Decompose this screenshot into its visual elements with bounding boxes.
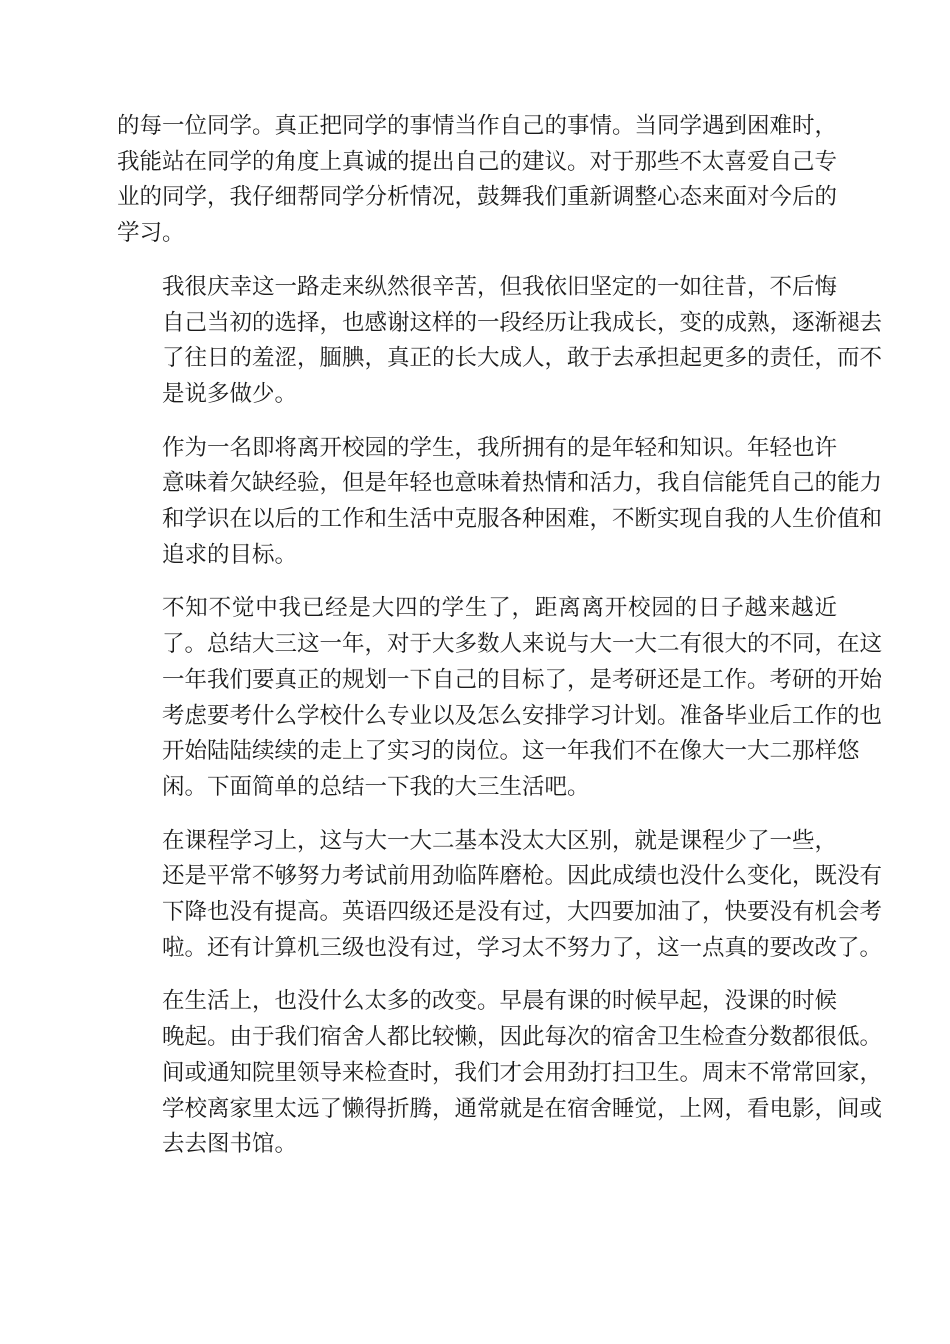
text-line: 开始陆陆续续的走上了实习的岗位。这一年我们不在像大一大二那样悠 — [162, 738, 860, 765]
text-line: 追求的目标。 — [162, 541, 298, 568]
paragraph-5 — [117, 824, 883, 967]
paragraph-2 — [117, 270, 883, 413]
text-line: 学习。 — [117, 220, 185, 247]
text-line: 意味着欠缺经验，但是年轻也意味着热情和活力，我自信能凭自己的能力 — [162, 470, 883, 497]
text-line: 了。总结大三这一年，对于大多数人来说与大一大二有很大的不同，在这 — [162, 631, 883, 658]
text-line: 自己当初的选择，也感谢这样的一段经历让我成长，变的成熟，逐渐褪去 — [162, 309, 883, 336]
text-line: 作为一名即将离开校园的学生，我所拥有的是年轻和知识。年轻也许 — [162, 434, 838, 461]
text-line: 在生活上，也没什么太多的改变。早晨有课的时候早起，没课的时候 — [162, 988, 838, 1015]
paragraph-4 — [117, 591, 883, 805]
text-line: 我很庆幸这一路走来纵然很辛苦，但我依旧坚定的一如往昔，不后悔 — [162, 273, 838, 300]
text-line: 考虑要考什么学校什么专业以及怎么安排学习计划。准备毕业后工作的也 — [162, 702, 883, 729]
text-line: 还是平常不够努力考试前用劲临阵磨枪。因此成绩也没什么变化，既没有 — [162, 863, 883, 890]
text-line: 业的同学，我仔细帮同学分析情况，鼓舞我们重新调整心态来面对今后的 — [117, 184, 838, 211]
text-line: 我能站在同学的角度上真诚的提出自己的建议。对于那些不太喜爱自己专 — [117, 148, 838, 175]
paragraph-1 — [117, 109, 837, 252]
document-body — [117, 109, 883, 1181]
text-line: 闲。下面简单的总结一下我的大三生活吧。 — [162, 773, 590, 800]
text-line: 学校离家里太远了懒得折腾，通常就是在宿舍睡觉，上网，看电影，间或 — [162, 1095, 883, 1122]
text-line: 啦。还有计算机三级也没有过，学习太不努力了，这一点真的要改改了。 — [162, 934, 883, 961]
text-line: 下降也没有提高。英语四级还是没有过，大四要加油了，快要没有机会考 — [162, 899, 883, 926]
text-line: 晚起。由于我们宿舍人都比较懒，因此每次的宿舍卫生检查分数都很低。 — [162, 1024, 883, 1051]
text-line: 和学识在以后的工作和生活中克服各种困难，不断实现自我的人生价值和 — [162, 506, 883, 533]
text-line: 一年我们要真正的规划一下自己的目标了，是考研还是工作。考研的开始 — [162, 666, 883, 693]
text-line: 不知不觉中我已经是大四的学生了，距离离开校园的日子越来越近 — [162, 595, 837, 622]
paragraph-6 — [117, 984, 883, 1163]
text-line: 是说多做少。 — [162, 380, 298, 407]
text-line: 的每一位同学。真正把同学的事情当作自己的事情。当同学遇到困难时， — [117, 113, 838, 139]
paragraph-3 — [117, 431, 883, 574]
text-line: 了往日的羞涩，腼腆，真正的长大成人，敢于去承担起更多的责任，而不 — [162, 345, 883, 372]
text-line: 在课程学习上，这与大一大二基本没太大区别，就是课程少了一些， — [162, 827, 838, 854]
text-line: 去去图书馆。 — [162, 1131, 298, 1158]
text-line: 间或通知院里领导来检查时，我们才会用劲打扫卫生。周末不常常回家， — [162, 1059, 883, 1086]
